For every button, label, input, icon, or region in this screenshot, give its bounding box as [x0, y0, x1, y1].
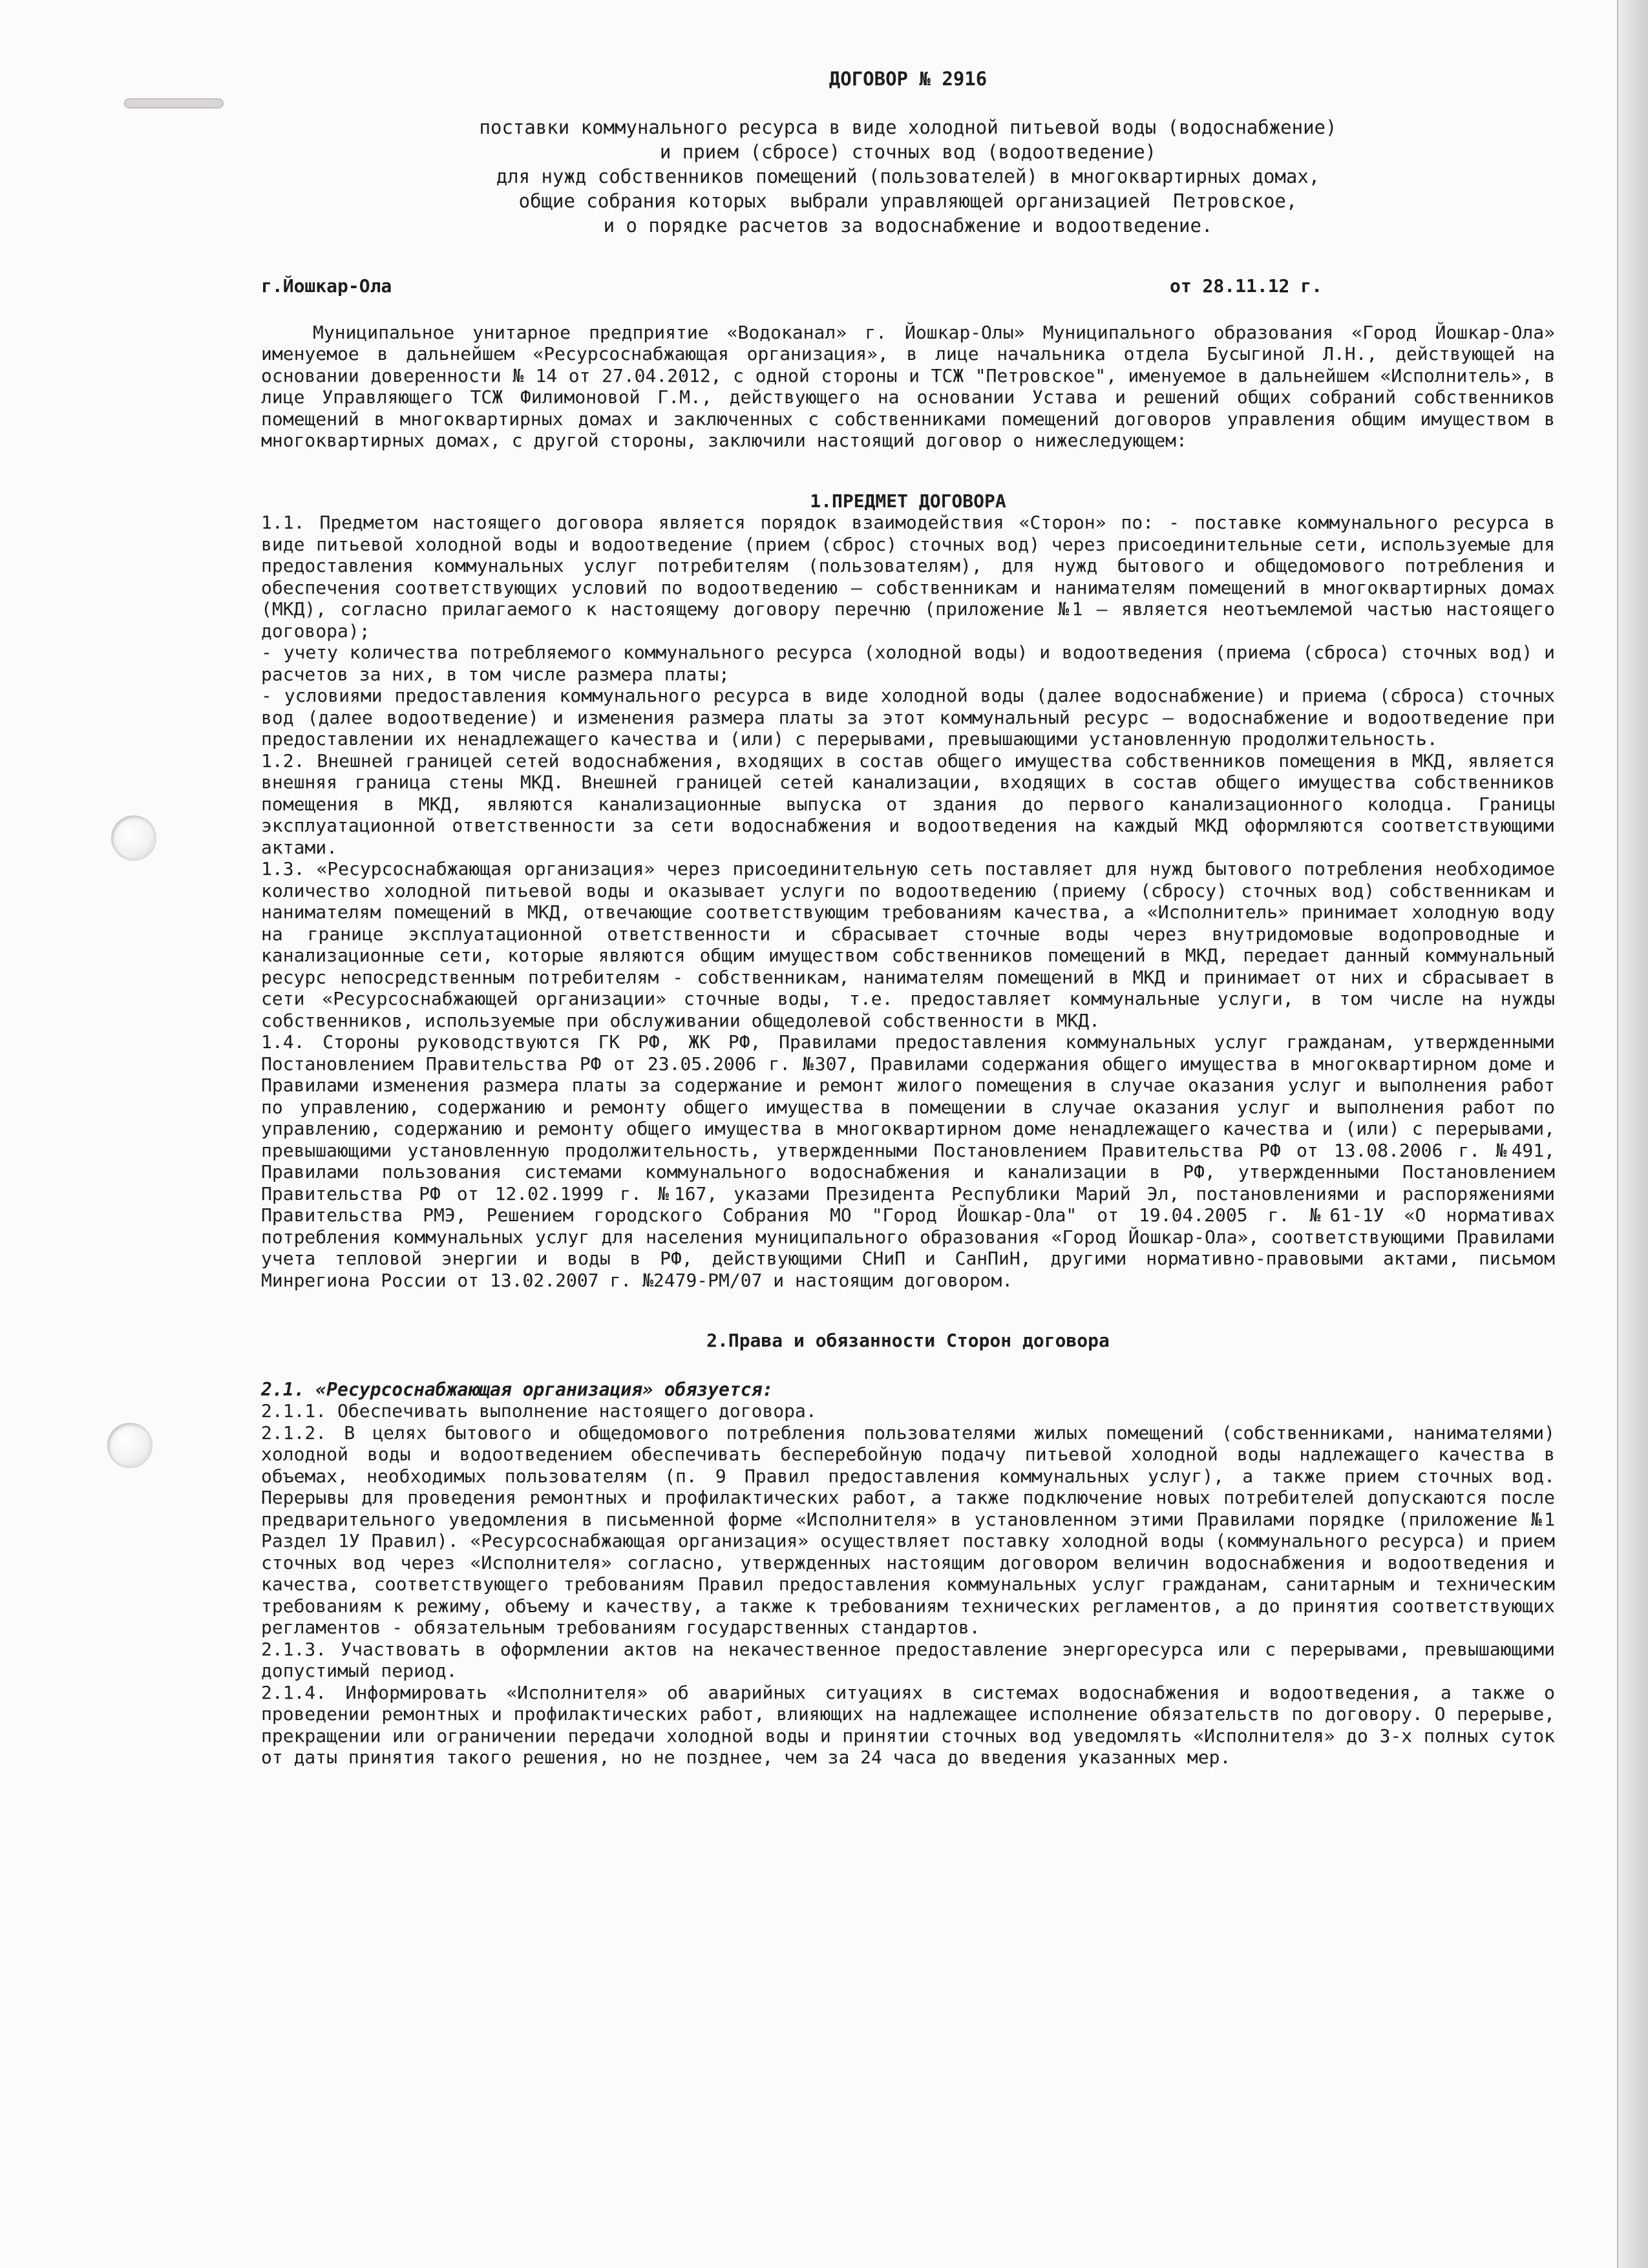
- subtitle-line: поставки коммунального ресурса в виде холодной питьевой воды (водоснабжение): [479, 116, 1337, 138]
- staple-mark: [124, 98, 224, 109]
- paragraph-1-1: 1.1. Предметом настоящего договора является порядок взаимодействия «Сторон» по: - поставке коммунального ресурса в виде питьевой холодной воды и водоотведение (прием (сброс) сточных вод) через присоединительные сети, используемые для предоставления коммунальных услуг потребителям (пользователям), для нужд бытового и общедомового потребления и обеспечения соответствующих условий по водоотведению — собственникам и нанимателям помещений в многоквартирных домах (МКД), согласно прилагаемого к настоящему договору перечню (приложение №1 — является неотъемлемой частью настоящего договора);: [261, 512, 1555, 642]
- section-2-1-heading: 2.1. «Ресурсоснабжающая организация» обязуется:: [261, 1378, 774, 1400]
- punch-hole: [111, 815, 156, 861]
- contract-subtitle: [261, 115, 1555, 238]
- city: г.Йошкар-Ола: [261, 275, 392, 297]
- subtitle-line: для нужд собственников помещений (пользователей) в многоквартирных домах,: [496, 165, 1320, 187]
- page-edge: [1617, 0, 1648, 2268]
- bullet-accounting: - учету количества потребляемого коммунального ресурса (холодной воды) и водоотведения (приема (сброса) сточных вод) и расчетов за них, в том числе размера платы;: [261, 642, 1555, 685]
- subtitle-line: и о порядке расчетов за водоснабжение и водоотведение.: [603, 215, 1213, 236]
- paragraph-2-1-2: 2.1.2. В целях бытового и общедомового потребления пользователями жилых помещений (собственниками, нанимателями) холодной воды и водоотведением обеспечивать бесперебойную подачу питьевой холодной воды надлежащего качества в объемах, необходимых пользователям (п. 9 Правил предоставления коммунальных услуг), а также прием сточных вод. Перерывы для проведения ремонтных и профилактических работ, а также подключение новых потребителей допускаются после предварительного уведомления в письменной форме «Исполнителя» в установленном этими Правилами порядке (приложение №1 Раздел 1У Правил). «Ресурсоснабжающая организация» осуществляет поставку холодной воды (коммунального ресурса) и прием сточных вод через «Исполнителя» согласно, утвержденных настоящим договором величин водоснабжения и водоотведения и качества, соответствующего требованиям Правил предоставления коммунальных услуг гражданам, санитарным и техническим требованиям к режиму, объему и качеству, а также к требованиям технических регламентов, а до принятия соответствующих регламентов - обязательным требованиям государственных стандартов.: [261, 1422, 1555, 1638]
- section-1-title: 1.ПРЕДМЕТ ДОГОВОРА: [810, 490, 1006, 512]
- punch-hole: [107, 1423, 153, 1468]
- preamble: Муниципальное унитарное предприятие «Водоканал» г. Йошкар-Олы» Муниципального образования «Город Йошкар-Ола» именуемое в дальнейшем «Ресурсоснабжающая организация», в лице начальника отдела Бусыгиной Л.Н., действующей на основании доверенности № 14 от 27.04.2012, с одной стороны и ТСЖ "Петровское", именуемое в дальнейшем «Исполнитель», в лице Управляющего ТСЖ Филимоновой Г.М., действующего на основании Устава и решений общих собраний собственников помещений в многоквартирных домах и заключенных с собственниками помещений договоров управления общим имуществом в многоквартирных домах, с другой стороны, заключили настоящий договор о нижеследующем:: [261, 321, 1555, 451]
- paragraph-2-1-4: 2.1.4. Информировать «Исполнителя» об аварийных ситуациях в системах водоснабжения и водоотведения, а также о проведении ремонтных и профилактических работ, влияющих на надлежащее исполнение обязательств по договору. О перерыве, прекращении или ограничении передачи холодной воды и принятии сточных вод уведомлять «Исполнителя» до 3-х полных суток от даты принятия такого решения, но не позднее, чем за 24 часа до введения указанных мер.: [261, 1681, 1555, 1768]
- city-date-line: [261, 275, 1555, 297]
- subtitle-line: и прием (сбросе) сточных вод (водоотведение): [659, 141, 1157, 163]
- document-body: [261, 67, 1555, 1769]
- paragraph-1-4: 1.4. Стороны руководствуются ГК РФ, ЖК РФ, Правилами предоставления коммунальных услуг гражданам, утвержденными Постановлением Правительства РФ от 23.05.2006 г. №307, Правилами содержания общего имущества в многоквартирном доме и Правилами изменения размера платы за содержание и ремонт жилого помещения в случае оказания услуг и выполнения работ по управлению, содержанию и ремонту общего имущества в помещении в случае оказания услуг и выполнения работ по управлению, содержанию и ремонту общего имущества в многоквартирном доме ненадлежащего качества и (или) с перерывами, превышающими установленную продолжительность, утвержденными Постановлением Правительства РФ от 13.08.2006 г. №491, Правилами пользования системами коммунального водоснабжения и канализации в РФ, утвержденными Постановлением Правительства РФ от 12.02.1999 г. №167, указами Президента Республики Марий Эл, постановлениями и распоряжениями Правительства РМЭ, Решением городского Собрания МО "Город Йошкар-Ола" от 19.04.2005 г. №61-1У «О нормативах потребления коммунальных услуг для населения муниципального образования «Город Йошкар-Ола», соответствующими Правилами учета тепловой энергии и воды в РФ, действующими СНиП и СанПиН, другими нормативно-правовыми актами, письмом Минрегиона России от 13.02.2007 г. №2479-РМ/07 и настоящим договором.: [261, 1031, 1555, 1291]
- paragraph-1-3: 1.3. «Ресурсоснабжающая организация» через присоединительную сеть поставляет для нужд бытового потребления необходимое количество холодной питьевой воды и оказывает услуги по водоотведению (приему (сбросу) сточных вод) собственникам и нанимателям помещений в МКД, отвечающие соответствующим требованиям качества, а «Исполнитель» принимает холодную воду на границе эксплуатационной ответственности и сбрасывает сточные воды через внутридомовые водопроводные и канализационные сети, которые являются общим имуществом собственников помещений в МКД, передает данный коммунальный ресурс непосредственным потребителям - собственникам, нанимателям помещений в МКД и принимает от них и сбрасывает в сети «Ресурсоснабжающей организации» сточные воды, т.е. предоставляет коммунальные услуги, в том числе на нужды собственников, используемые при обслуживании общедолевой собственности в МКД.: [261, 858, 1555, 1031]
- contract-title: ДОГОВОР № 2916: [829, 68, 988, 90]
- bullet-conditions: - условиями предоставления коммунального ресурса в виде холодной воды (далее водоснабжение) и приема (сброса) сточных вод (далее водоотведение) и изменения размера платы за этот коммунальный ресурс — водоснабжение и водоотведение при предоставлении их ненадлежащего качества и (или) с перерывами, превышающими установленную продолжительность.: [261, 685, 1555, 750]
- section-2-title: 2.Права и обязанности Сторон договора: [706, 1330, 1110, 1351]
- paragraph-2-1-1: 2.1.1. Обеспечивать выполнение настоящего договора.: [261, 1400, 817, 1422]
- paragraph-1-2: 1.2. Внешней границей сетей водоснабжения, входящих в состав общего имущества собственников помещения в МКД, является внешняя граница стены МКД. Внешней границей сетей канализации, входящих в состав общего имущества собственников помещения в МКД, являются канализационные выпуска от здания до первого канализационного колодца. Границы эксплуатационной ответственности за сети водоснабжения и водоотведения на каждый МКД оформляются соответствующими актами.: [261, 750, 1555, 858]
- paragraph-2-1-3: 2.1.3. Участвовать в оформлении актов на некачественное предоставление энергоресурса или с перерывами, превышающими допустимый период.: [261, 1638, 1555, 1681]
- contract-date: от 28.11.12 г.: [1169, 275, 1322, 297]
- subtitle-line: общие собрания которых выбрали управляющей организацией Петровское,: [518, 190, 1298, 212]
